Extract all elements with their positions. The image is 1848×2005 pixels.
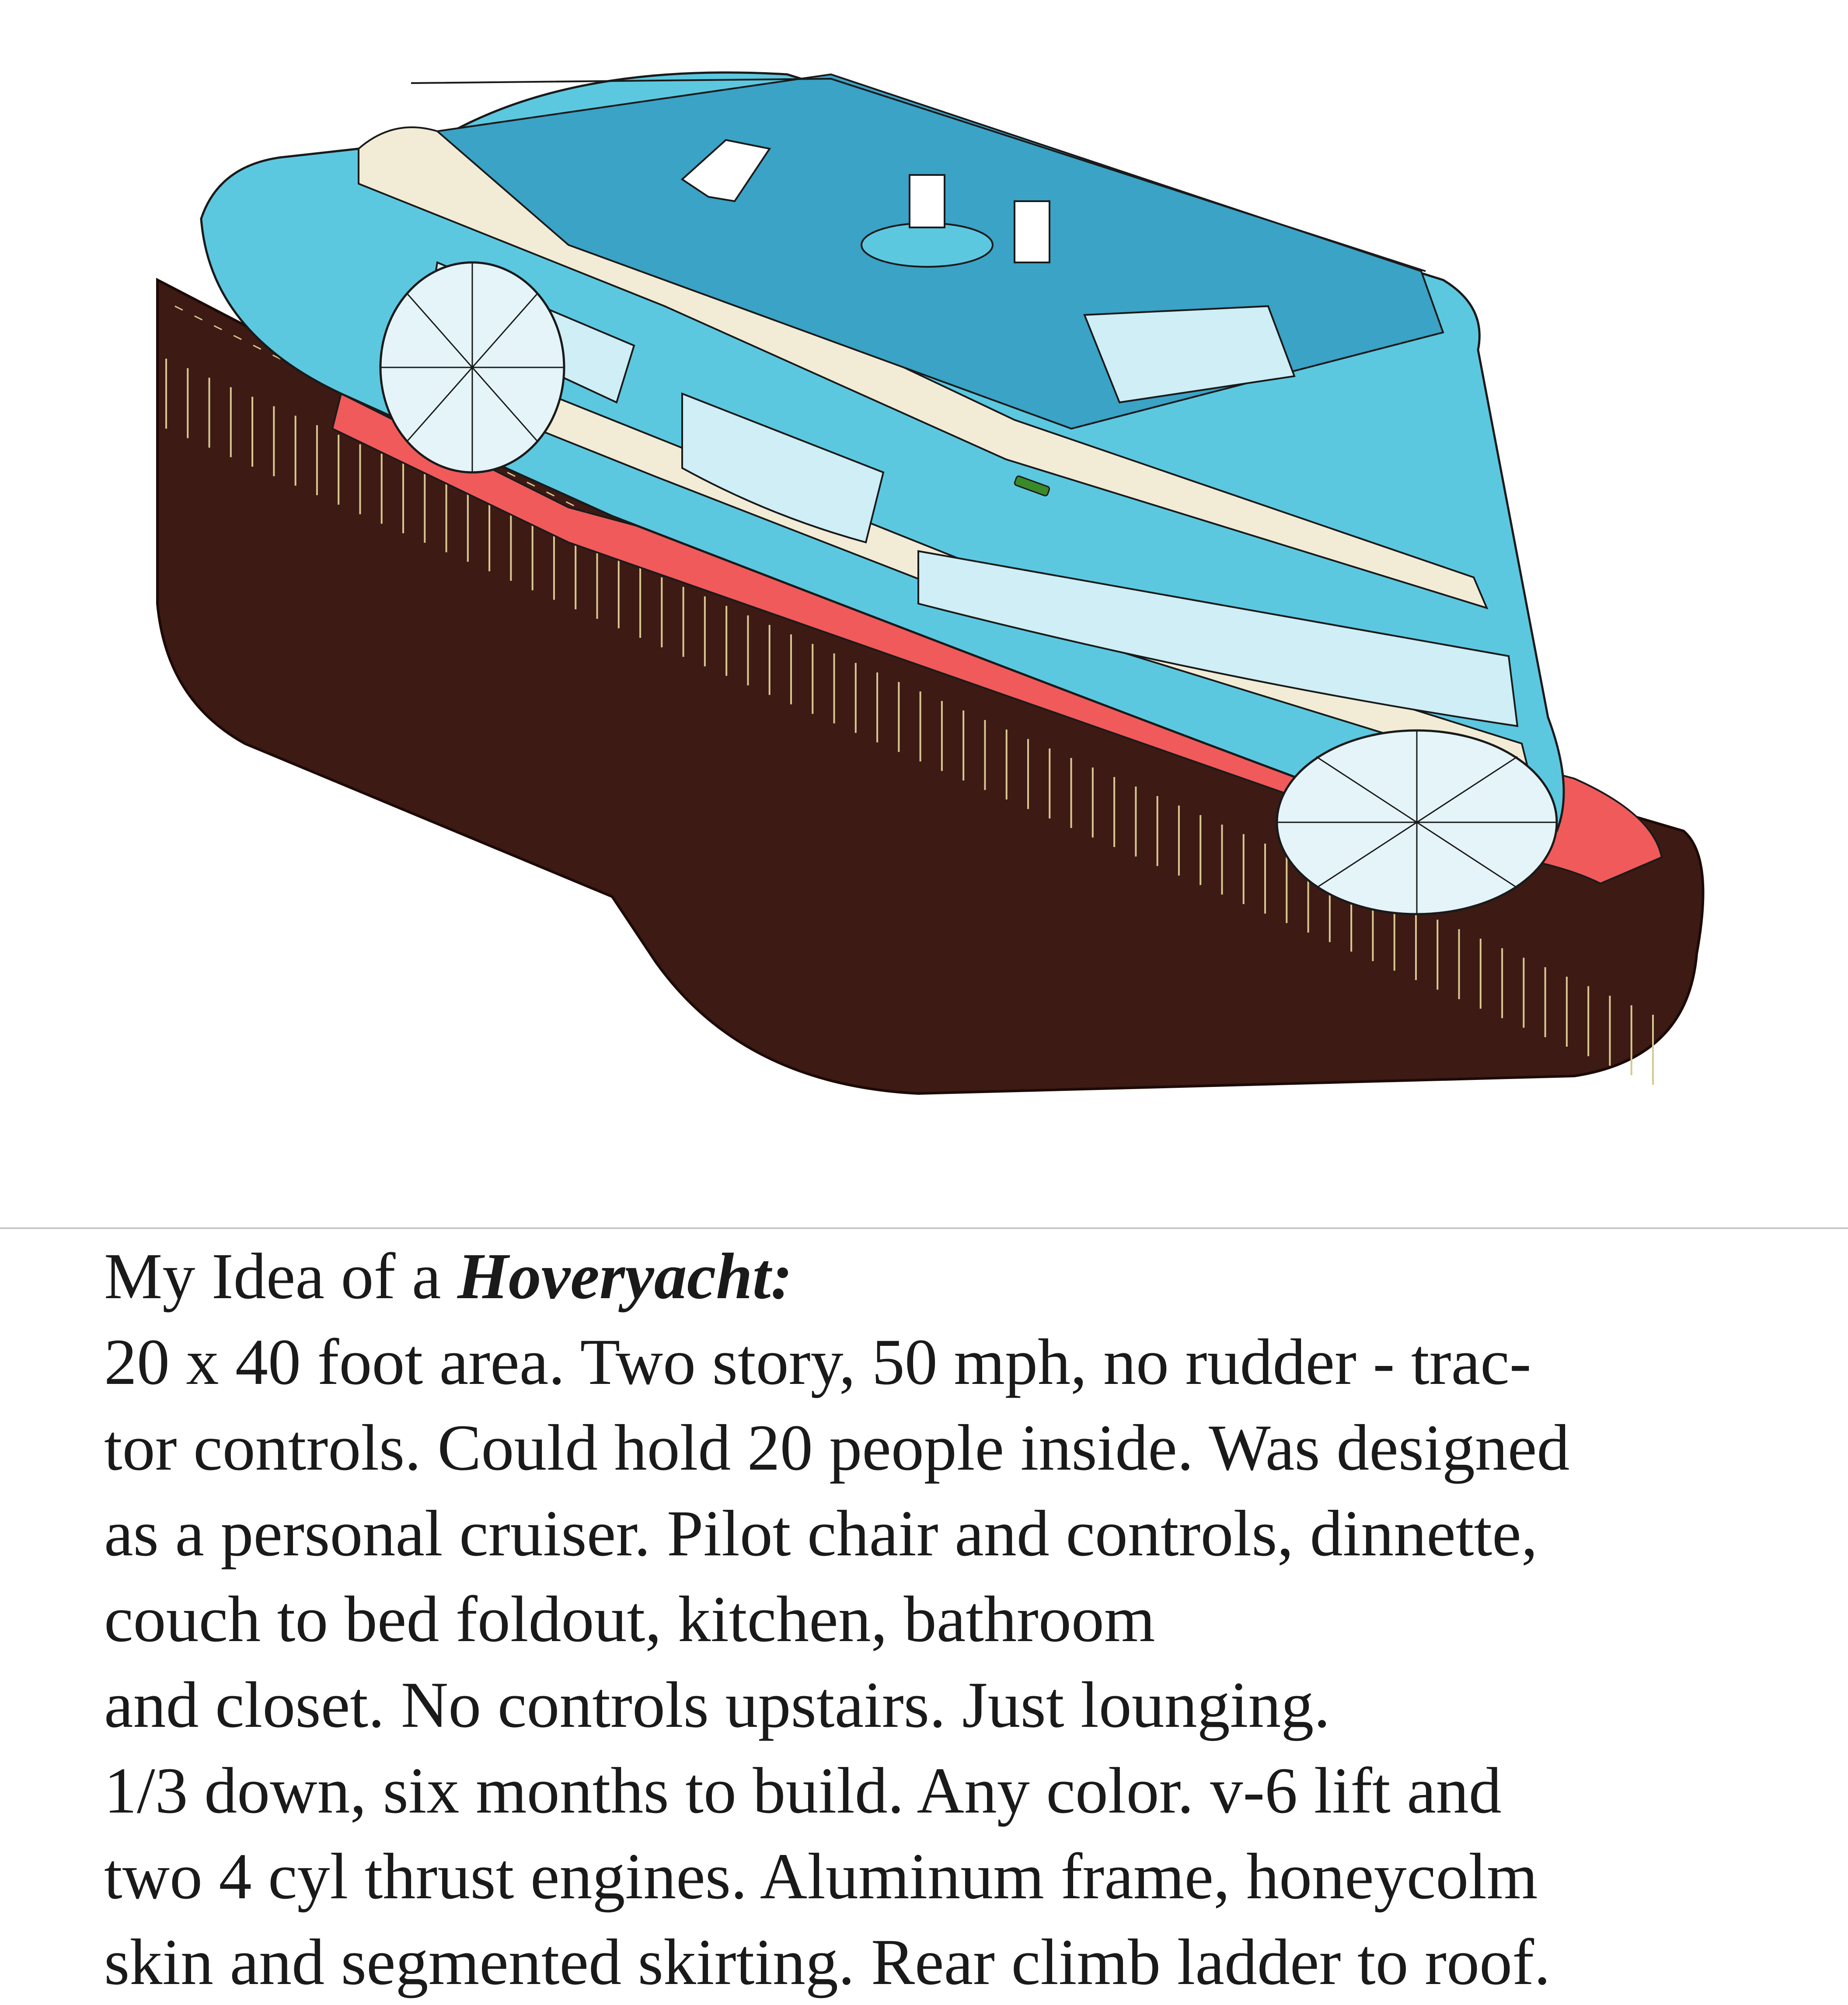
- caption-line: and closet. No controls upstairs. Just lounging.: [104, 1669, 1330, 1741]
- caption-line: skin and segmented skirting. Rear climb ladder to roof.: [104, 1926, 1551, 1998]
- caption-heading: My Idea of a Hoveryacht:: [104, 1240, 793, 1313]
- caption-text: [104, 1233, 1810, 2005]
- caption-line: couch to bed foldout, kitchen, bathroom: [104, 1583, 1155, 1656]
- caption-line: 20 x 40 foot area. Two story, 50 mph, no rudder - trac-: [104, 1326, 1531, 1398]
- caption-line: 1/3 down, six months to build. Any color. v-6 lift and: [104, 1754, 1502, 1827]
- front-thrust-fan: [1277, 730, 1557, 914]
- caption-line: two 4 cyl thrust engines. Aluminum frame, honeycolm: [104, 1840, 1538, 1913]
- rear-thrust-fan: [380, 262, 564, 472]
- caption-line: tor controls. Could hold 20 people inside. Was designed: [104, 1411, 1570, 1484]
- divider-line: [0, 1227, 1848, 1229]
- caption-line: as a personal cruiser. Pilot chair and controls, dinnette,: [104, 1497, 1538, 1570]
